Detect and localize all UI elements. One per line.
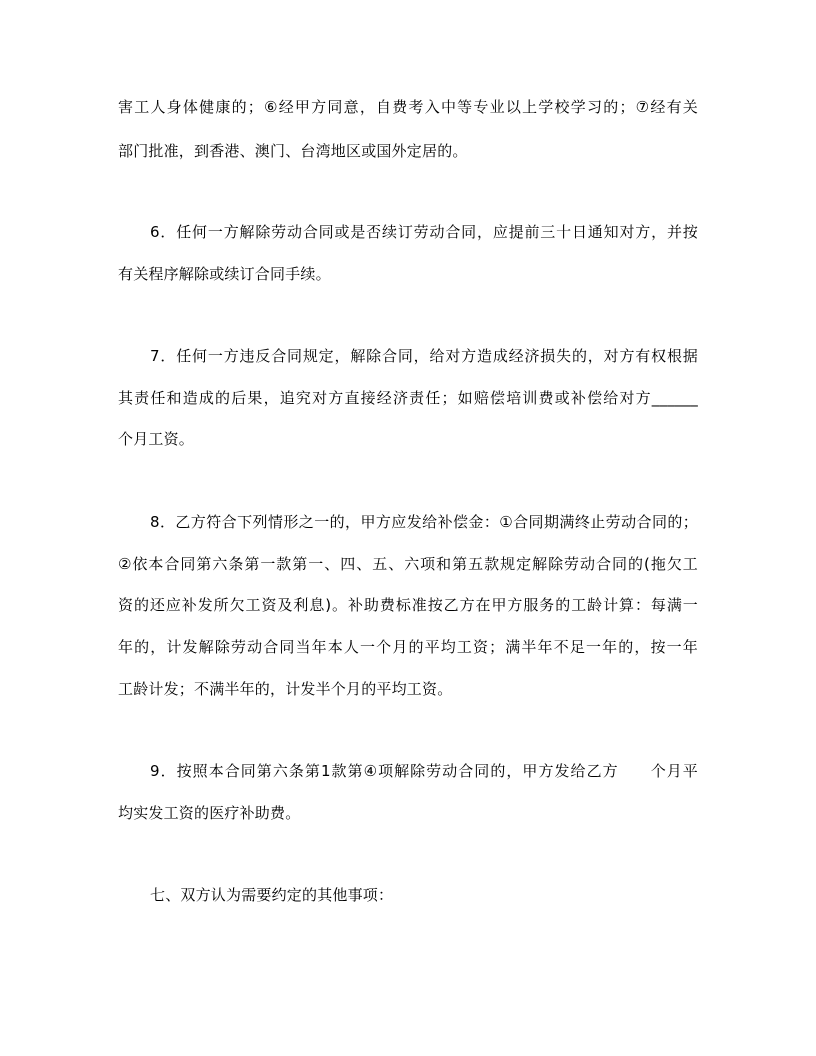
clause-6-line-2: 有关程序解除或续订合同手续。	[118, 265, 331, 283]
clause-7-line-2: 其责任和造成的后果，追究对方直接经济责任；如赔偿培训费或补偿给对方______	[118, 389, 698, 407]
clause-6-line-1: 6．任何一方解除劳动合同或是否续订劳动合同，应提前三十日通知对方，并按	[150, 223, 698, 241]
clause-8-line-5: 工龄计发；不满半年的，计发半个月的平均工资。	[118, 680, 453, 698]
clause-9-line-2: 均实发工资的医疗补助费。	[118, 804, 301, 822]
clause-8-line-1: 8．乙方符合下列情形之一的，甲方应发给补偿金：①合同期满终止劳动合同的；	[150, 513, 698, 531]
clause-7-line-1: 7．任何一方违反合同规定，解除合同，给对方造成经济损失的，对方有权根据	[150, 347, 698, 365]
clause-9-line-1: 9．按照本合同第六条第1款第④项解除劳动合同的，甲方发给乙方 个月平	[150, 762, 698, 780]
clause-7-line-3: 个月工资。	[118, 430, 195, 448]
clause-8-line-4: 年的，计发解除劳动合同当年本人一个月的平均工资；满半年不足一年的，按一年	[118, 638, 698, 656]
paragraph-5-line-2: 部门批准，到香港、澳门、台湾地区或国外定居的。	[118, 142, 468, 160]
clause-8-line-2: ②依本合同第六条第一款第一、四、五、六项和第五款规定解除劳动合同的(拖欠工	[118, 555, 698, 573]
section-7-heading: 七、双方认为需要约定的其他事项：	[150, 886, 394, 904]
paragraph-5-line-1: 害工人身体健康的；⑥经甲方同意，自费考入中等专业以上学校学习的；⑦经有关	[118, 98, 698, 116]
clause-8-line-3: 资的还应补发所欠工资及利息)。补助费标准按乙方在甲方服务的工龄计算：每满一	[118, 596, 698, 614]
